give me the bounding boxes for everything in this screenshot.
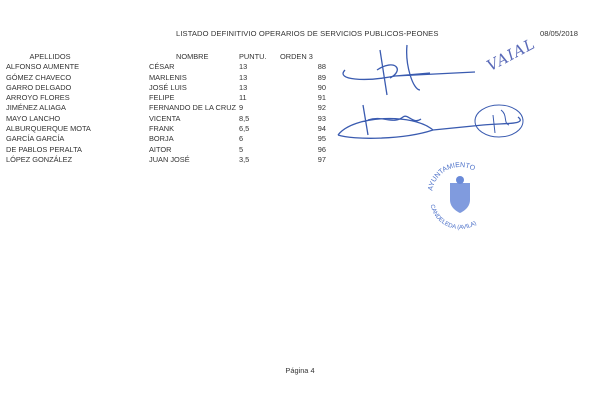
cell-apellidos: GARCÍA GARCÍA	[6, 134, 65, 144]
cell-orden: 97	[317, 154, 326, 164]
page-number: Página 4	[285, 366, 315, 375]
cell-puntuacion: 3,5	[239, 154, 250, 164]
cell-orden: 90	[317, 82, 326, 92]
cell-orden: 93	[317, 113, 326, 123]
cell-nombre: FELIPE	[149, 93, 175, 103]
cell-apellidos: ARROYO FLORES	[6, 93, 70, 103]
cell-puntuacion: 13	[239, 62, 248, 72]
cell-nombre: JOSÉ LUIS	[149, 82, 187, 92]
cell-apellidos: GÓMEZ CHAVECO	[6, 72, 72, 82]
town-hall-stamp	[420, 155, 500, 235]
stamp-top-text: AYUNTAMIENTO	[427, 161, 477, 192]
cell-nombre: BORJA	[149, 134, 174, 144]
cell-apellidos: LÓPEZ GONZÁLEZ	[6, 154, 73, 164]
column-header-nombre: NOMBRE	[176, 52, 209, 61]
cell-apellidos: DE PABLOS PERALTA	[6, 144, 82, 154]
signature-vaial: VAIAL	[483, 34, 539, 75]
cell-apellidos: MAYO LANCHO	[6, 113, 61, 123]
cell-puntuacion: 11	[239, 93, 247, 103]
cell-apellidos: JIMÉNEZ ALIAGA	[6, 103, 66, 113]
document-date: 08/05/2018	[540, 29, 579, 38]
cell-nombre: MARLENIS	[149, 72, 187, 82]
document-title: LISTADO DEFINITIVIO OPERARIOS DE SERVICIOS PUBLICOS-PEONES	[176, 29, 439, 38]
signature-2	[333, 95, 533, 140]
cell-puntuacion: 9	[239, 103, 244, 113]
cell-orden: 89	[317, 72, 326, 82]
column-header-orden: ORDEN 3	[280, 52, 313, 61]
cell-orden: 95	[317, 134, 326, 144]
cell-puntuacion: 13	[239, 72, 248, 82]
cell-puntuacion: 6	[239, 134, 244, 144]
cell-nombre: CÉSAR	[149, 62, 175, 72]
cell-puntuacion: 8,5	[239, 113, 250, 123]
cell-nombre: FERNANDO DE LA CRUZ	[149, 103, 237, 113]
cell-apellidos: ALFONSO AUMENTE	[6, 62, 80, 72]
cell-nombre: JUAN JOSÉ	[149, 154, 190, 164]
cell-nombre: FRANK	[149, 124, 175, 134]
stamp-bottom-text: CANDELEDA (AVILA)	[428, 203, 478, 232]
cell-puntuacion: 13	[239, 82, 248, 92]
cell-puntuacion: 6,5	[239, 124, 250, 134]
cell-puntuacion: 5	[239, 144, 244, 154]
cell-orden: 88	[317, 62, 326, 72]
cell-orden: 91	[317, 93, 326, 103]
column-header-apellidos: APELLIDOS	[29, 52, 71, 61]
cell-nombre: VICENTA	[149, 113, 181, 123]
cell-apellidos: ALBURQUERQUE MOTA	[6, 124, 91, 134]
cell-orden: 94	[317, 124, 326, 134]
cell-nombre: AITOR	[149, 144, 172, 154]
signature-1	[335, 40, 505, 100]
coat-of-arms-icon	[450, 183, 470, 213]
cell-apellidos: GARRO DELGADO	[6, 82, 72, 92]
column-header-puntuacion: PUNTU.	[239, 52, 267, 61]
cell-orden: 96	[317, 144, 326, 154]
cell-orden: 92	[317, 103, 326, 113]
